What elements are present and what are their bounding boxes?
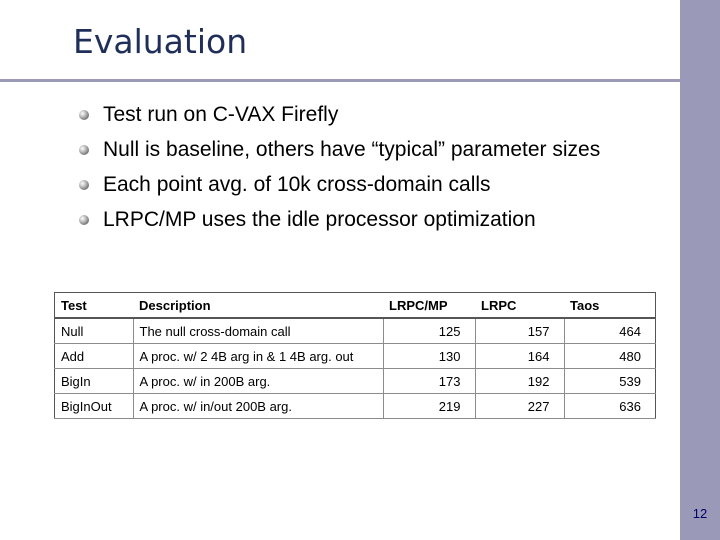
cell-lrpc-mp: 130 (383, 344, 475, 369)
cell-taos: 480 (564, 344, 656, 369)
cell-lrpc-mp: 219 (383, 394, 475, 419)
table-row (55, 394, 656, 419)
bullet-text: Null is baseline, others have “typical” parameter sizes (103, 138, 601, 161)
cell-test: Null (55, 318, 134, 344)
bullet-dot-icon (79, 110, 89, 120)
col-header-test: Test (55, 293, 134, 319)
results-table (54, 292, 656, 419)
bullet-dot-icon (79, 215, 89, 225)
bullet-dot-icon (79, 145, 89, 155)
cell-test: BigIn (55, 369, 134, 394)
table-header-row (55, 293, 656, 319)
cell-taos: 464 (564, 318, 656, 344)
col-header-lrpc-mp: LRPC/MP (383, 293, 475, 319)
bullet-dot-icon (79, 180, 89, 190)
cell-description: A proc. w/ in/out 200B arg. (133, 394, 383, 419)
col-header-taos: Taos (564, 293, 656, 319)
table-row (55, 344, 656, 369)
cell-description: The null cross-domain call (133, 318, 383, 344)
cell-lrpc-mp: 125 (383, 318, 475, 344)
right-sidebar-bar (680, 0, 720, 540)
cell-taos: 539 (564, 369, 656, 394)
cell-lrpc: 227 (475, 394, 564, 419)
bullet-text: LRPC/MP uses the idle processor optimization (103, 208, 536, 231)
col-header-lrpc: LRPC (475, 293, 564, 319)
bullet-item (78, 205, 600, 240)
bullet-item (78, 135, 600, 170)
cell-test: Add (55, 344, 134, 369)
cell-lrpc: 192 (475, 369, 564, 394)
bullet-list (78, 100, 600, 240)
bullet-text: Test run on C-VAX Firefly (103, 103, 339, 126)
bullet-item (78, 100, 600, 135)
table-row (55, 318, 656, 344)
cell-description: A proc. w/ in 200B arg. (133, 369, 383, 394)
page-number: 12 (692, 506, 708, 521)
bullet-item (78, 170, 600, 205)
cell-description: A proc. w/ 2 4B arg in & 1 4B arg. out (133, 344, 383, 369)
cell-test: BigInOut (55, 394, 134, 419)
cell-lrpc: 157 (475, 318, 564, 344)
cell-lrpc-mp: 173 (383, 369, 475, 394)
title-divider (0, 79, 680, 82)
slide-title: Evaluation (73, 22, 248, 61)
table-row (55, 369, 656, 394)
cell-taos: 636 (564, 394, 656, 419)
bullet-text: Each point avg. of 10k cross-domain calls (103, 173, 491, 196)
col-header-description: Description (133, 293, 383, 319)
cell-lrpc: 164 (475, 344, 564, 369)
